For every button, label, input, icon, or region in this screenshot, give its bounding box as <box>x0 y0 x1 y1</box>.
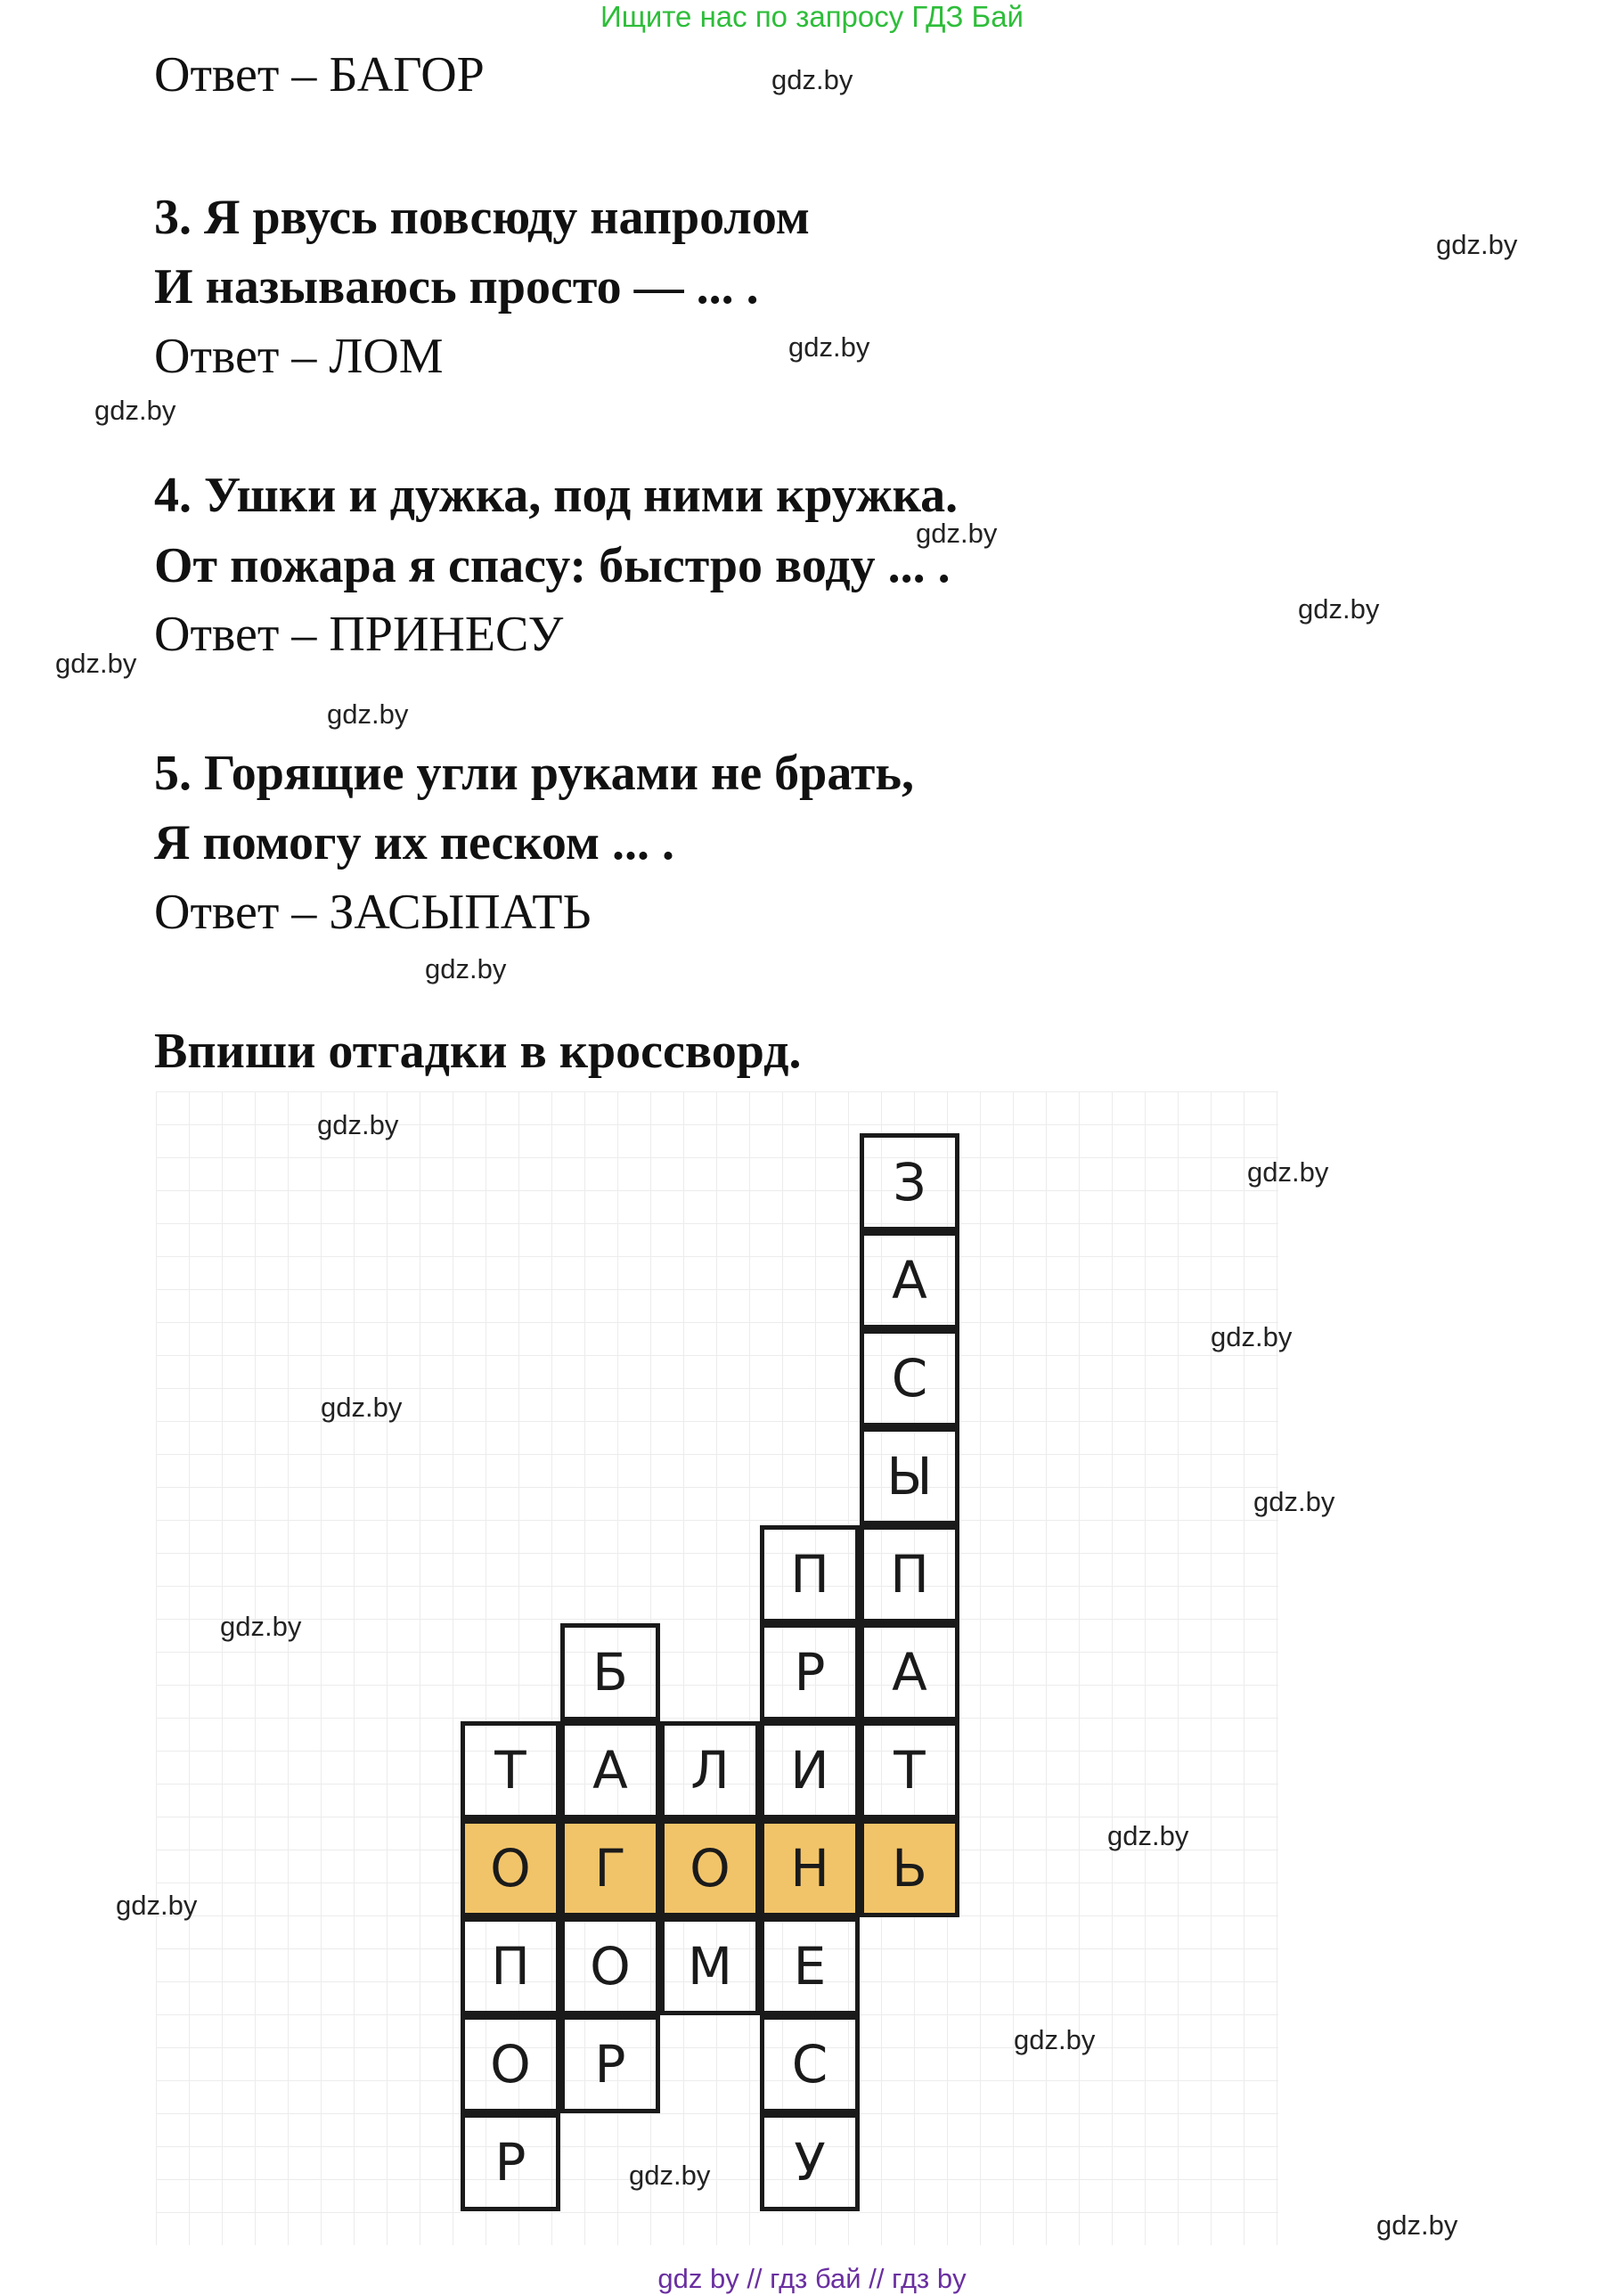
footer-links: gdz by // гдз бай // гдз by <box>657 2263 967 2294</box>
answer-4: Ответ – ПРИНЕСУ <box>154 607 564 662</box>
crossword-cell: Л <box>660 1721 760 1819</box>
crossword-cell: Е <box>760 1917 860 2015</box>
crossword-cell: Р <box>760 1623 860 1721</box>
watermark: gdz.by <box>629 2160 711 2191</box>
watermark: gdz.by <box>1436 229 1518 260</box>
watermark: gdz.by <box>425 953 507 984</box>
crossword-cell: Р <box>560 2015 660 2113</box>
crossword-cell: С <box>860 1329 959 1427</box>
crossword-cell: О <box>560 1917 660 2015</box>
crossword-cell: А <box>560 1721 660 1819</box>
crossword-cell: А <box>860 1623 959 1721</box>
crossword-cell: У <box>760 2113 860 2211</box>
crossword-cell: З <box>860 1133 959 1231</box>
crossword-cell: Ь <box>860 1819 959 1917</box>
crossword-cell: М <box>660 1917 760 2015</box>
crossword-cell: П <box>461 1917 560 2015</box>
watermark: gdz.by <box>1298 593 1380 625</box>
watermark: gdz.by <box>317 1109 399 1140</box>
crossword-cell: П <box>860 1525 959 1623</box>
crossword-cell: Б <box>560 1623 660 1721</box>
watermark: gdz.by <box>788 331 870 363</box>
watermark: gdz.by <box>771 64 853 95</box>
answer-2: Ответ – БАГОР <box>154 47 485 102</box>
top-banner: Ищите нас по запросу ГДЗ Бай <box>600 0 1024 33</box>
crossword-cell: Г <box>560 1819 660 1917</box>
answer-3: Ответ – ЛОМ <box>154 329 444 384</box>
watermark: gdz.by <box>1376 2209 1458 2241</box>
crossword-cell: Р <box>461 2113 560 2211</box>
riddle-4-line-1: 4. Ушки и дужка, под ними кружка. <box>154 468 959 523</box>
watermark: gdz.by <box>1107 1820 1189 1851</box>
crossword-cell: Ы <box>860 1427 959 1525</box>
crossword-cell: Т <box>461 1721 560 1819</box>
watermark: gdz.by <box>916 518 998 549</box>
crossword-cell: Н <box>760 1819 860 1917</box>
crossword-cell: С <box>760 2015 860 2113</box>
riddle-4-line-2: От пожара я спасу: быстро воду ... . <box>154 538 951 593</box>
watermark: gdz.by <box>116 1890 198 1921</box>
crossword-cell: О <box>461 1819 560 1917</box>
watermark: gdz.by <box>321 1392 403 1423</box>
answer-5: Ответ – ЗАСЫПАТЬ <box>154 885 592 940</box>
crossword-cell: О <box>461 2015 560 2113</box>
riddle-5-line-2: Я помогу их песком ... . <box>154 815 675 870</box>
crossword-cell: И <box>760 1721 860 1819</box>
watermark: gdz.by <box>55 648 137 679</box>
riddle-3-line-1: 3. Я рвусь повсюду напролом <box>154 190 810 245</box>
watermark: gdz.by <box>1211 1321 1293 1352</box>
crossword-cell: О <box>660 1819 760 1917</box>
crossword-cell: Т <box>860 1721 959 1819</box>
riddle-3-line-2: И называюсь просто — ... . <box>154 259 759 314</box>
watermark: gdz.by <box>220 1611 302 1642</box>
task-instruction: Впиши отгадки в кроссворд. <box>154 1024 802 1079</box>
grid-paper <box>156 1091 1278 2245</box>
crossword-cell: П <box>760 1525 860 1623</box>
watermark: gdz.by <box>327 698 409 730</box>
watermark: gdz.by <box>1253 1486 1335 1517</box>
watermark: gdz.by <box>1247 1156 1329 1188</box>
crossword-cell: А <box>860 1231 959 1329</box>
watermark: gdz.by <box>1014 2024 1096 2055</box>
riddle-5-line-1: 5. Горящие угли руками не брать, <box>154 746 914 801</box>
watermark: gdz.by <box>94 395 176 426</box>
